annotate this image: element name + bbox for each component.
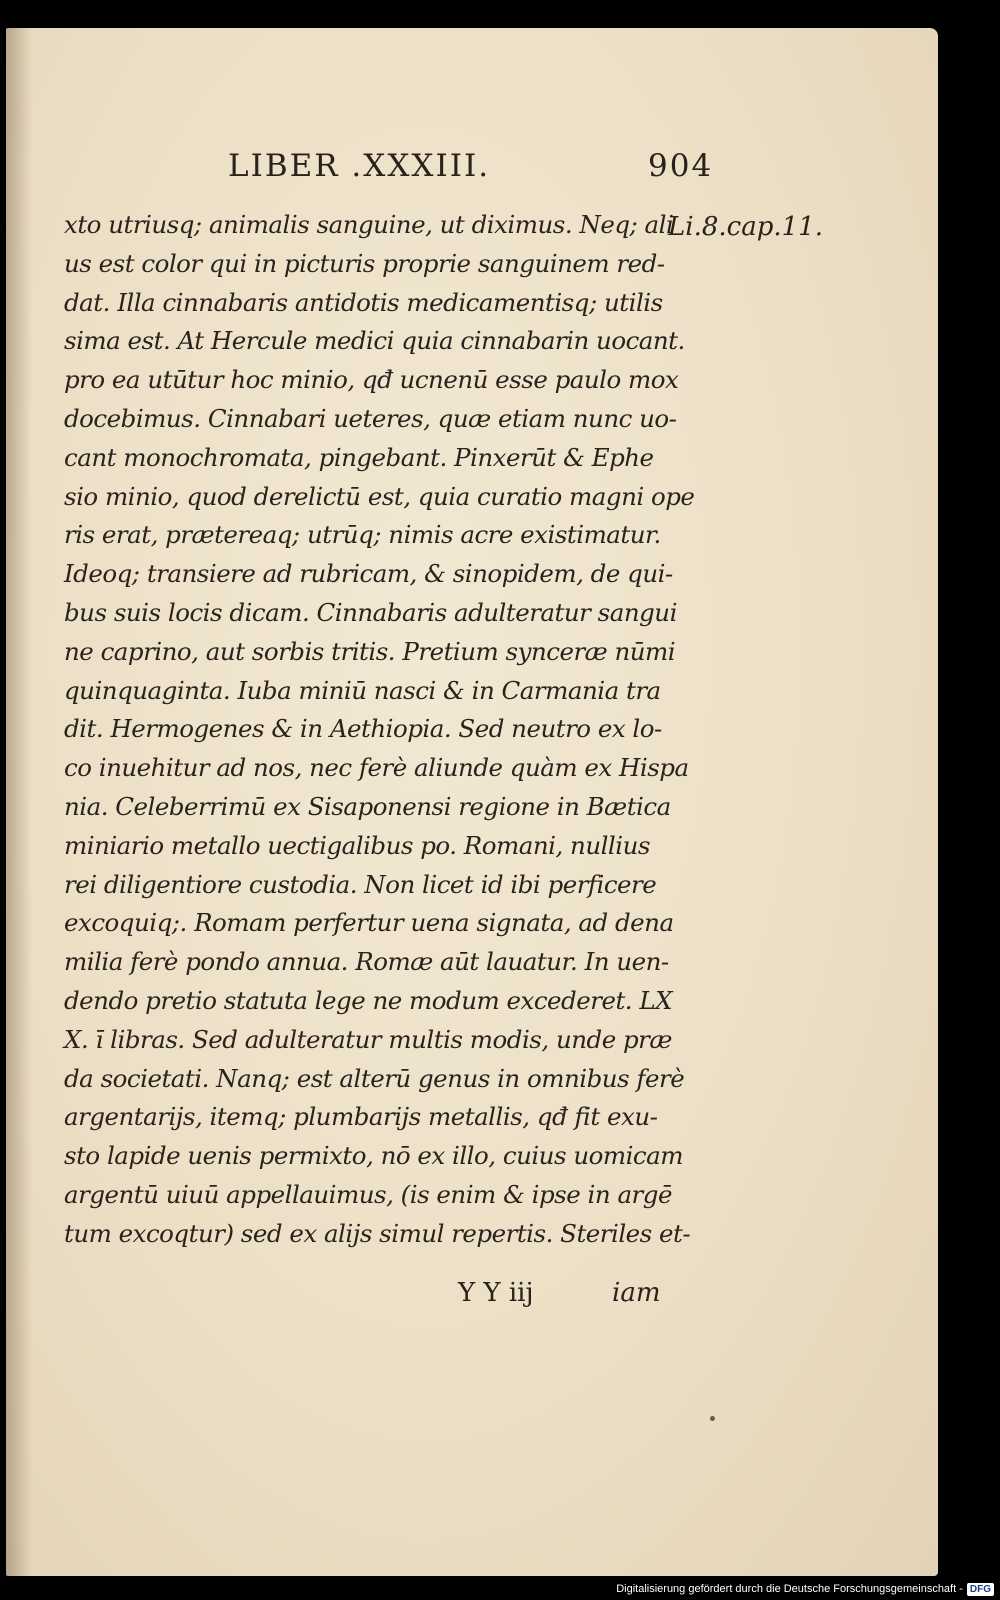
book-page (6, 28, 938, 1576)
text-line: cant monochromata, pingebant. Pinxerūt & Ephe (64, 442, 654, 472)
text-line: excoquiq;. Romam perfertur uena signata, ad dena (64, 908, 674, 938)
text-line: tum excoqtur) sed ex alijs simul repertis. Steriles et- (64, 1218, 691, 1248)
dfg-logo: DFG (967, 1583, 994, 1596)
text-line: us est color qui in picturis proprie sanguinem red- (64, 248, 665, 278)
text-line: dit. Hermogenes & in Aethiopia. Sed neutro ex lo- (64, 714, 662, 744)
running-head-title: LIBER .XXXIII. (228, 148, 491, 184)
text-line: nia. Celeberrimū ex Sisaponensi regione in Bætica (64, 791, 671, 821)
text-line: sio minio, quod derelictū est, quia curatio magni ope (64, 481, 695, 511)
signature-mark: Y Y iij (458, 1278, 534, 1308)
text-line: X. ī libras. Sed adulteratur multis modis, unde præ (64, 1024, 672, 1054)
running-head (228, 148, 714, 188)
gutter-shadow (6, 28, 32, 1576)
text-line: da societati. Nanq; est alterū genus in omnibus ferè (64, 1063, 685, 1093)
text-line: sto lapide uenis permixto, nō ex illo, cuius uomicam (64, 1141, 683, 1171)
text-line: sima est. At Hercule medici quia cinnabarin uocant. (64, 326, 685, 356)
text-line: xto utriusq; animalis sanguine, ut diximus. Neq; ali (64, 210, 674, 239)
body-text (64, 206, 695, 1254)
text-line: miniario metallo uectigalibus po. Romani, nullius (64, 830, 650, 860)
text-line: ris erat, prætereaq; utrūq; nimis acre existimatur. (64, 520, 661, 550)
text-line: argentarijs, itemq; plumbarijs metallis, qđ fit exu- (64, 1102, 658, 1132)
text-line: ne caprino, aut sorbis tritis. Pretium synceræ nūmi (64, 636, 676, 666)
text-line: bus suis locis dicam. Cinnabaris adulteratur sangui (64, 597, 677, 627)
text-line: argentū uiuū appellauimus, (is enim & ipse in argē (64, 1179, 672, 1209)
text-line: milia ferè pondo annua. Romæ aūt lauatur. In uen- (64, 947, 669, 977)
text-line: co inuehitur ad nos, nec ferè aliunde quàm ex Hispa (64, 753, 689, 783)
text-line: Ideoq; transiere ad rubricam, & sinopidem, de qui- (64, 559, 673, 589)
text-line: quinquaginta. Iuba miniū nasci & in Carmania tra (64, 675, 661, 705)
paper-speck (710, 1416, 715, 1421)
text-line: dendo pretio statuta lege ne modum excederet. LX (64, 985, 673, 1015)
catchword: iam (612, 1278, 661, 1308)
marginal-note: Li.8.cap.11. (668, 212, 823, 242)
folio-number: 904 (648, 148, 714, 184)
credit-text: Digitalisierung gefördert durch die Deutsche Forschungsgemeinschaft - (616, 1583, 963, 1595)
text-line: docebimus. Cinnabari ueteres, quæ etiam nunc uo- (64, 403, 677, 433)
catchline (458, 1278, 678, 1318)
text-line: rei diligentiore custodia. Non licet id ibi perficere (64, 869, 657, 899)
text-line: dat. Illa cinnabaris antidotis medicamentisq; utilis (64, 287, 663, 317)
footer-credit (616, 1580, 994, 1598)
text-line: pro ea utūtur hoc minio, qđ ucnenū esse paulo mox (64, 365, 679, 395)
